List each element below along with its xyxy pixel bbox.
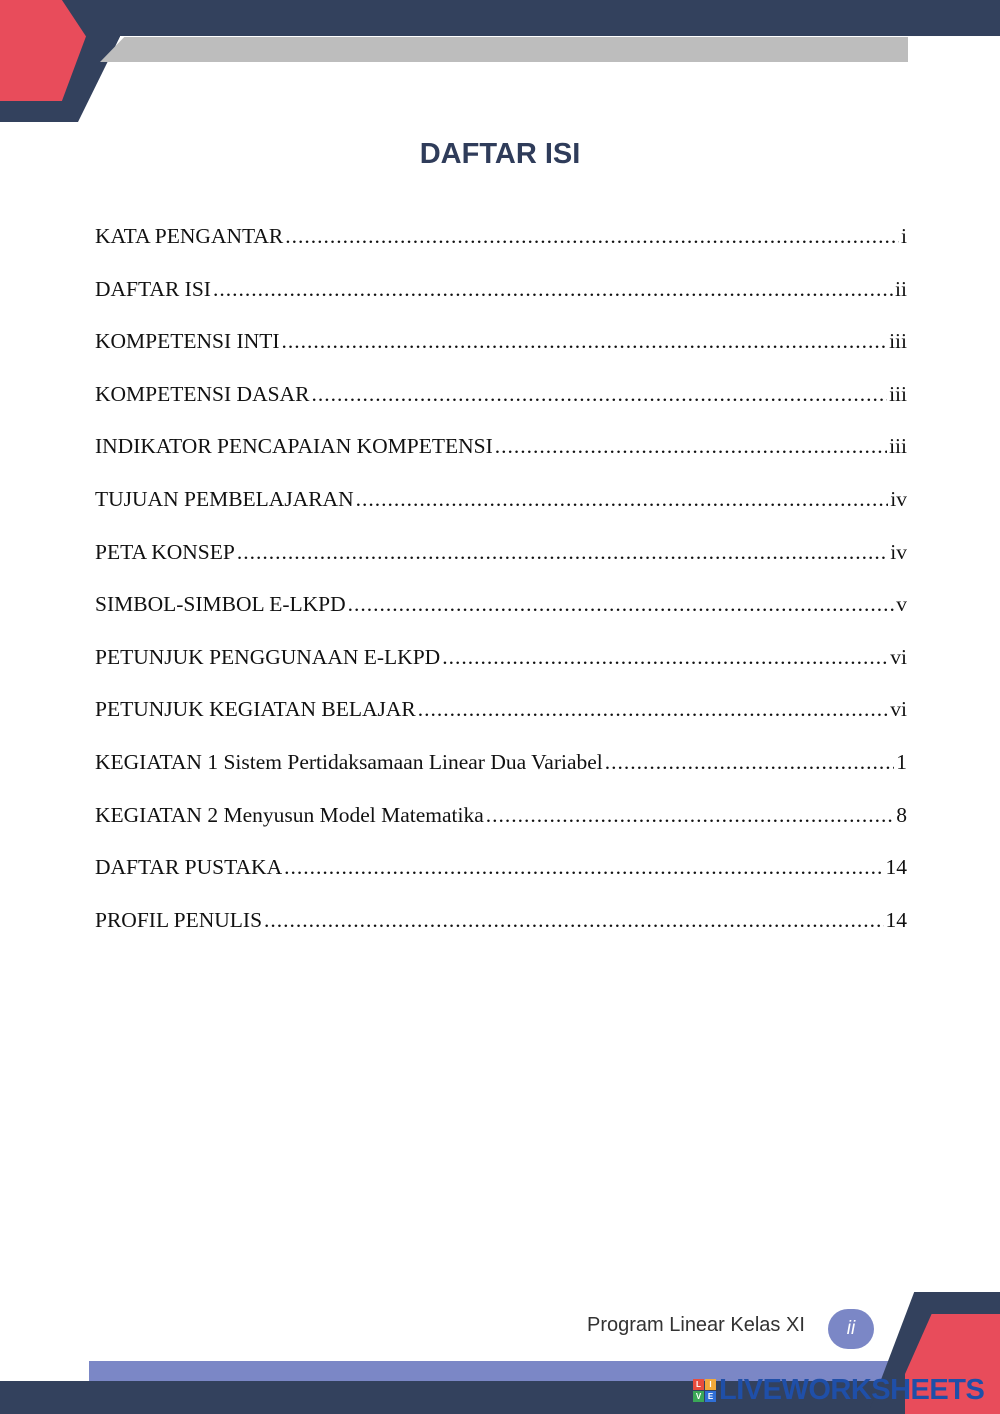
toc-leader-dots — [348, 592, 895, 617]
toc-leader-dots — [284, 855, 883, 880]
toc-entry[interactable] — [95, 697, 907, 750]
toc-leader-dots — [486, 803, 894, 828]
page-title: DAFTAR ISI — [419, 138, 581, 170]
toc-entry-label: TUJUAN PEMBELAJARAN — [95, 486, 354, 511]
toc-entry[interactable] — [95, 277, 907, 330]
toc-entry-label: KATA PENGANTAR — [95, 224, 284, 248]
toc-leader-dots — [311, 382, 887, 407]
toc-leader-dots — [285, 224, 899, 249]
toc-entry-label: KOMPETENSI DASAR — [95, 381, 310, 406]
live-logo-letter: E — [705, 1391, 716, 1402]
toc-entry-label: KOMPETENSI INTI — [95, 329, 280, 354]
live-logo-letter: I — [705, 1379, 716, 1390]
toc-entry-page: iv — [890, 486, 907, 511]
live-logo-letter: L — [693, 1379, 704, 1390]
toc-entry[interactable] — [95, 540, 907, 593]
liveworksheets-logo[interactable] — [693, 1372, 984, 1408]
toc-entry-label: PETA KONSEP — [95, 539, 235, 564]
toc-leader-dots — [264, 908, 883, 933]
toc-entry-page: iii — [889, 381, 907, 406]
toc-entry-page: iii — [889, 434, 907, 459]
page-number-badge: ii — [828, 1309, 874, 1349]
toc-entry-page: i — [901, 224, 907, 248]
toc-entry-page: v — [896, 592, 907, 617]
table-of-contents — [95, 224, 907, 960]
toc-entry-label: PROFIL PENULIS — [95, 907, 263, 932]
toc-entry[interactable] — [95, 803, 907, 856]
toc-entry[interactable] — [95, 645, 907, 698]
toc-entry-label: KEGIATAN 1 Sistem Pertidaksamaan Linear Dua Variabel — [95, 749, 603, 774]
toc-entry-label: PETUNJUK KEGIATAN BELAJAR — [95, 697, 416, 722]
toc-entry-page: iv — [890, 539, 907, 564]
toc-leader-dots — [213, 277, 893, 302]
toc-entry[interactable] — [95, 487, 907, 540]
live-logo-letter: V — [693, 1391, 704, 1402]
toc-entry[interactable] — [95, 592, 907, 645]
toc-entry-page: 1 — [896, 749, 907, 774]
toc-entry[interactable] — [95, 434, 907, 487]
toc-leader-dots — [418, 697, 888, 722]
toc-entry[interactable] — [95, 329, 907, 382]
toc-entry-page: 8 — [896, 802, 907, 827]
toc-entry-label: DAFTAR ISI — [95, 276, 211, 301]
toc-leader-dots — [237, 540, 888, 565]
toc-entry[interactable] — [95, 224, 907, 277]
toc-entry[interactable] — [95, 750, 907, 803]
toc-entry-page: vi — [890, 644, 907, 669]
toc-entry-page: iii — [889, 329, 907, 354]
toc-entry[interactable] — [95, 908, 907, 961]
toc-entry-page: 14 — [885, 907, 907, 932]
toc-entry-label: INDIKATOR PENCAPAIAN KOMPETENSI — [95, 434, 493, 459]
header-navy-bar — [0, 0, 1000, 36]
toc-leader-dots — [356, 487, 889, 512]
toc-entry-page: ii — [895, 276, 907, 301]
toc-entry[interactable] — [95, 855, 907, 908]
toc-leader-dots — [605, 750, 894, 775]
toc-entry-label: PETUNJUK PENGGUNAAN E-LKPD — [95, 644, 441, 669]
toc-leader-dots — [495, 434, 887, 459]
toc-entry-page: vi — [890, 697, 907, 722]
toc-leader-dots — [282, 329, 888, 354]
header-gray-stripe — [100, 37, 908, 62]
live-logo-icon — [693, 1379, 716, 1402]
toc-entry-label: SIMBOL-SIMBOL E-LKPD — [95, 592, 346, 617]
toc-entry-label: DAFTAR PUSTAKA — [95, 855, 283, 880]
toc-leader-dots — [442, 645, 888, 670]
toc-entry-label: KEGIATAN 2 Menyusun Model Matematika — [95, 802, 484, 827]
toc-entry[interactable] — [95, 382, 907, 435]
liveworksheets-wordmark: LIVEWORKSHEETS — [719, 1373, 985, 1406]
footer-subject: Program Linear Kelas XI — [587, 1314, 805, 1336]
toc-entry-page: 14 — [885, 855, 907, 880]
